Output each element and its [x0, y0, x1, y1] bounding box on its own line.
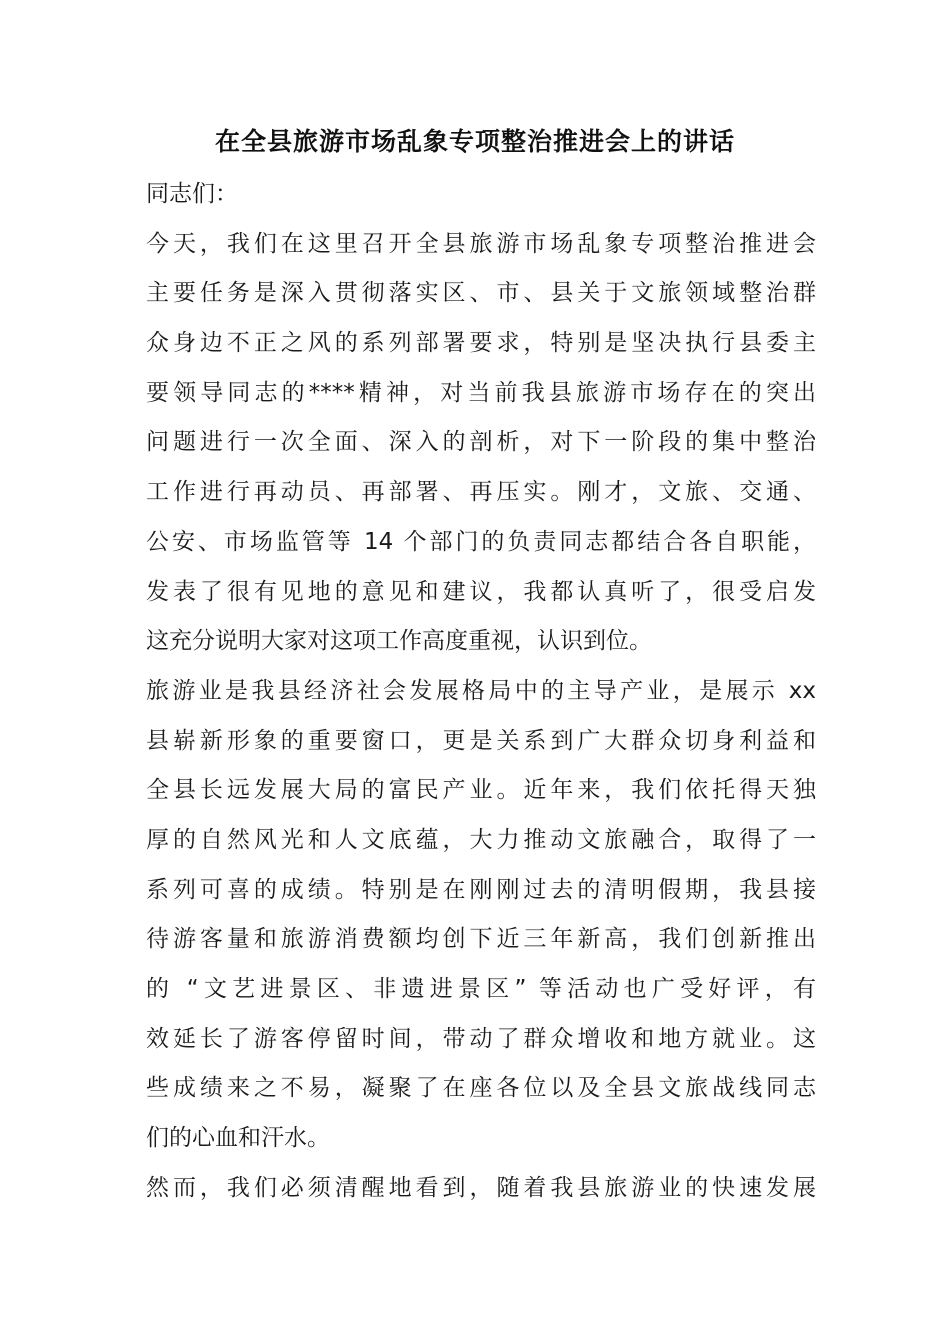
- text-line: 全县长远发展大局的富民产业。近年来，我们依托得天独: [146, 777, 816, 804]
- text-line: 同志们：: [146, 181, 238, 207]
- text-line: 的 “文艺进景区、非遗进景区” 等活动也广受好评，有: [146, 976, 816, 1002]
- text-line: 这充分说明大家对这项工作高度重视，认识到位。: [146, 628, 652, 655]
- text-line: 主要任务是深入贯彻落实区、市、县关于文旅领域整治群: [146, 280, 816, 307]
- text-line: 公安、市场监管等 14 个部门的负责同志都结合各自职能，: [146, 528, 816, 555]
- text-line: 系列可喜的成绩。特别是在刚刚过去的清明假期，我县接: [146, 876, 816, 903]
- text-line: 旅游业是我县经济社会发展格局中的主导产业，是展示 xx: [146, 677, 816, 704]
- text-line: 效延长了游客停留时间，带动了群众增收和地方就业。这: [146, 1025, 816, 1052]
- text-line: 发表了很有见地的意见和建议，我都认真听了，很受启发: [146, 578, 816, 605]
- text-line: 要领导同志的****精神，对当前我县旅游市场存在的突出: [146, 379, 816, 406]
- text-line: 们的心血和汗水。: [146, 1125, 330, 1152]
- document-body: [146, 170, 816, 1213]
- text-line: 问题进行一次全面、深入的剖析，对下一阶段的集中整治: [146, 429, 816, 456]
- text-line: 些成绩来之不易，凝聚了在座各位以及全县文旅战线同志: [146, 1075, 816, 1102]
- text-line: 今天，我们在这里召开全县旅游市场乱象专项整治推进会: [146, 230, 816, 257]
- text-line: 待游客量和旅游消费额均创下近三年新高，我们创新推出: [146, 926, 816, 953]
- document-title: 在全县旅游市场乱象专项整治推进会上的讲话: [214, 127, 735, 156]
- text-line: 众身边不正之风的系列部署要求，特别是坚决执行县委主: [146, 330, 816, 357]
- text-line: 县崭新形象的重要窗口，更是关系到广大群众切身利益和: [146, 727, 816, 754]
- text-line: 工作进行再动员、再部署、再压实。刚才，文旅、交通、: [146, 479, 816, 506]
- text-line: 然而，我们必须清醒地看到，随着我县旅游业的快速发展: [146, 1174, 816, 1201]
- text-line: 厚的自然风光和人文底蕴，大力推动文旅融合，取得了一: [146, 826, 816, 853]
